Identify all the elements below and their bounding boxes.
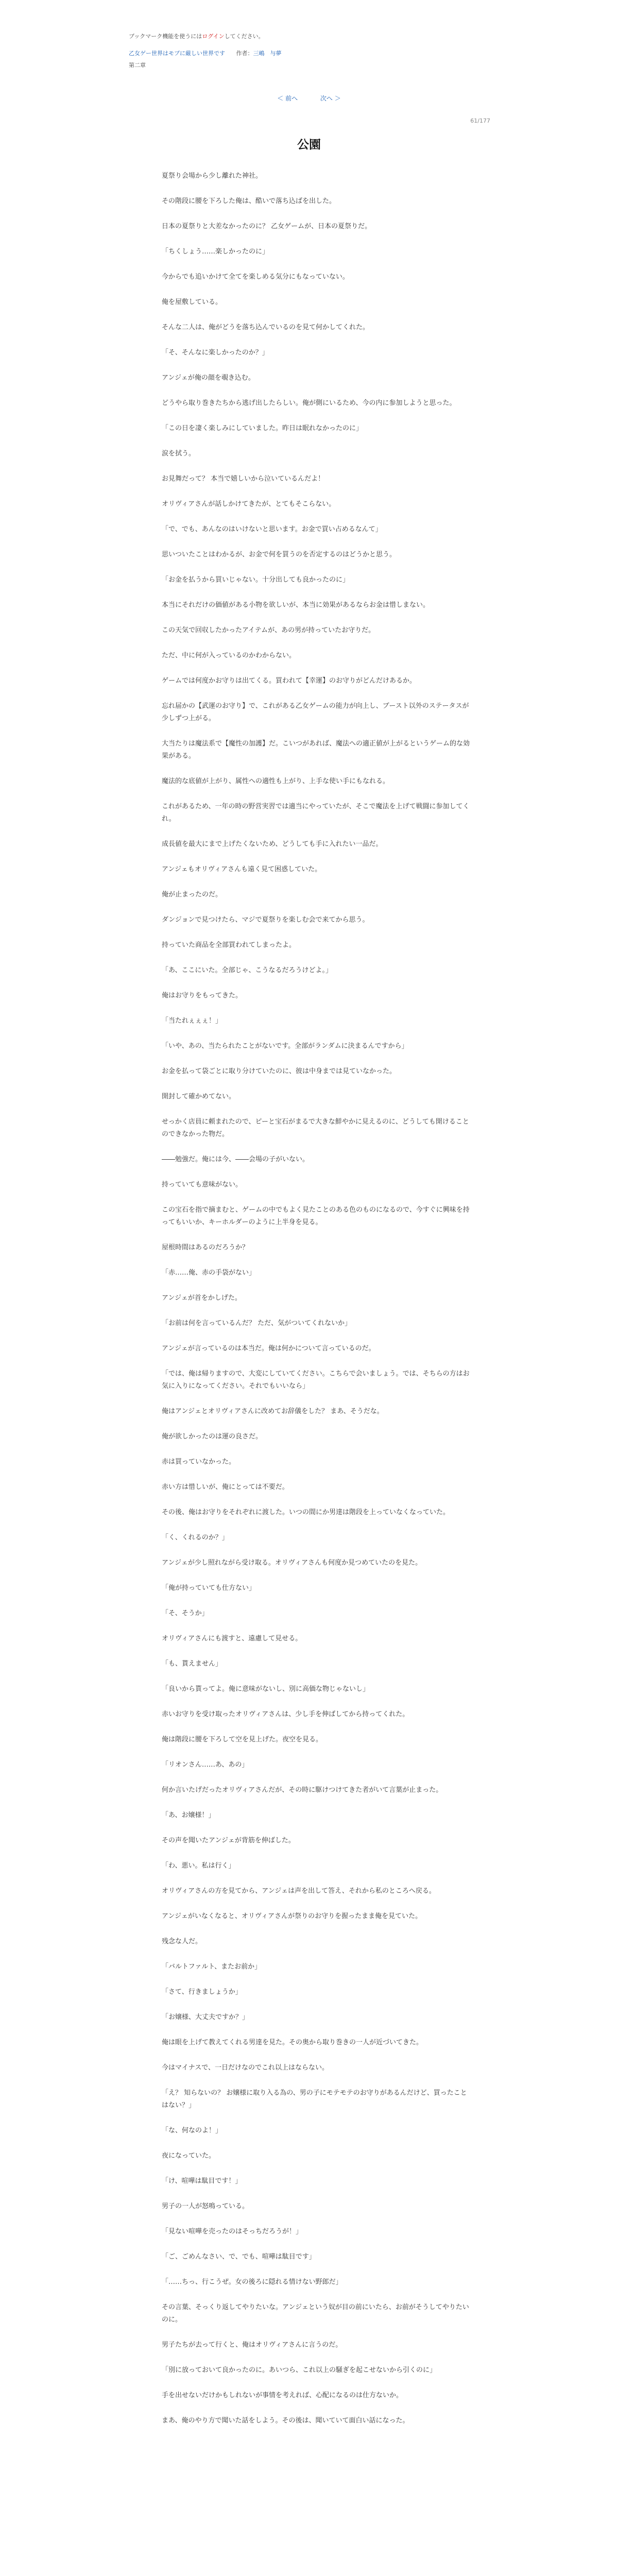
paragraph: アンジェが少し照れながら受け取る。オリヴィアさんも何度か見つめていたのを見た。	[162, 1559, 422, 1567]
paragraph: 赤い方は惜しいが、俺にとっては不要だ。	[162, 1483, 289, 1491]
paragraph: アンジェもオリヴィアさんも遠く見て困惑していた。	[162, 866, 322, 873]
author-link[interactable]: 三嶋 与夢	[253, 50, 282, 57]
paragraph: 「さて、行きましょうか」	[162, 1988, 242, 1996]
paragraph: 「この日を凄く楽しみにしていました。昨日は眠れなかったのに」	[162, 425, 363, 432]
paragraph: 持っていた商品を全部買われてしまったよ。	[162, 941, 296, 949]
paragraph: 「では、俺は帰りますので、大変にしていてください。こちらで会いましょう。では、そちらの方はお気に入りになってください。それでもいいなら」	[162, 1370, 470, 1390]
paragraph: 夏祭り会場から少し離れた神社。	[162, 172, 263, 180]
paragraph: 本当にそれだけの価値がある小物を欲しいが、本当に効果があるならお金は惜しまない。	[162, 601, 430, 609]
paragraph: 「……ちっ、行こうぜ。女の後ろに隠れる情けない野郎だ」	[162, 2278, 342, 2286]
paragraph: アンジェが首をかしげた。	[162, 1294, 242, 1302]
paragraph: 日本の夏祭りと大差なかったのに？ 乙女ゲームが、日本の夏祭りだ。	[162, 223, 372, 230]
paragraph: 夜になっていた。	[162, 2152, 216, 2160]
paragraph: 「く、くれるのか？」	[162, 1534, 229, 1541]
paragraph: オリヴィアさんにも渡すと、遠慮して見せる。	[162, 1635, 302, 1642]
paragraph: 「そ、そんなに楽しかったのか？」	[162, 349, 269, 357]
series-title-link[interactable]: 乙女ゲー世界はモブに厳しい世界です	[129, 50, 225, 57]
paragraph: 「当たれぇぇぇ！」	[162, 1017, 222, 1025]
notice-prefix: ブックマーク機能を使うには	[129, 33, 202, 40]
paragraph: 赤いお守りを受け取ったオリヴィアさんは、少し手を伸ばしてから持ってくれた。	[162, 1710, 409, 1718]
paragraph: そんな二人は、俺がどうを落ち込んでいるのを見て何かしてくれた。	[162, 324, 370, 331]
paragraph: オリヴィアさんが話しかけてきたが、とてもそこらない。	[162, 500, 336, 508]
paragraph: 「そ、そうか」	[162, 1609, 209, 1617]
paragraph: 男子たちが去って行くと、俺はオリヴィアさんに言うのだ。	[162, 2341, 342, 2349]
paragraph: 赤は買っていなかった。	[162, 1458, 236, 1466]
paragraph: アンジェが俺の顔を覗き込む。	[162, 374, 255, 382]
paragraph: 成長値を最大にまで上げたくないため、どうしても手に入れたい一品だ。	[162, 840, 383, 848]
paragraph: 「あ、ここにいた。全部じゃ、こうなるだろうけどよ。」	[162, 967, 332, 974]
paragraph: まあ、俺のやり方で聞いた話をしよう。その後は、聞いていて面白い話になった。	[162, 2417, 409, 2425]
paragraph: お金を払って袋ごとに取り分けていたのに、彼は中身までは見ていなかった。	[162, 1067, 397, 1075]
paragraph: ――勉強だ。俺には今、――会場の子がいない。	[162, 1156, 310, 1163]
next-page-link[interactable]: 次へ ＞	[320, 95, 341, 102]
paragraph: これがあるため、一年の時の野営実習では適当にやっていたが、そこで魔法を上げて戦闘に参加してくれ。	[162, 803, 470, 823]
login-link[interactable]: ログイン	[202, 33, 225, 40]
bookmark-notice	[129, 32, 489, 41]
paragraph: 俺はお守りをもってきた。	[162, 992, 243, 999]
paragraph: 「え？ 知らないの？ お嬢様に取り入る為の、男の子にモテモテのお守りがあるんだけど、買ったことはない？」	[162, 2089, 467, 2109]
paragraph: せっかく店員に頼まれたので、ピーと宝石がまるで大きな鮮やかに見えるのに、どうしても開けることのできなかった物だ。	[162, 1118, 469, 1138]
novel-body	[162, 170, 471, 2440]
paragraph: その声を聞いたアンジェが背筋を伸ばした。	[162, 1837, 295, 1844]
paragraph: 俺は眼を上げて教えてくれる男達を見た。その奥から取り巻きの一人が近づいてきた。	[162, 2039, 423, 2046]
paragraph: 「バルトファルト、またお前か」	[162, 1963, 262, 1971]
paragraph: 「ご、ごめんなさい、で、でも、喧嘩は駄目です」	[162, 2253, 316, 2261]
paragraph: 男子の一人が怒鳴っている。	[162, 2202, 249, 2210]
paragraph: 俺が欲しかったのは運の良さだ。	[162, 1433, 263, 1440]
paragraph: 今からでも追いかけて全てを楽しめる気分にもなっていない。	[162, 273, 349, 281]
paragraph: 開封して確かめてない。	[162, 1093, 236, 1100]
paragraph: 何か言いたげだったオリヴィアさんだが、その時に駆けつけてきた者がいて言葉が止まった。	[162, 1786, 443, 1794]
paragraph: 「ちくしょう……楽しかったのに」	[162, 248, 269, 256]
paragraph: 魔法的な底値が上がり、属性への適性も上がり、上手な使い手にもなれる。	[162, 777, 390, 785]
chapter-label: 第二章	[129, 62, 146, 69]
paragraph: 俺はアンジェとオリヴィアさんに改めてお辞儀をした？ まあ、そうだな。	[162, 1408, 384, 1415]
paragraph: 「お金を払うから買いじゃない。十分出しても良かったのに」	[162, 576, 350, 584]
paragraph: 「俺が持っていても仕方ない」	[162, 1584, 256, 1592]
pager-top	[0, 94, 618, 103]
paragraph: 「お嬢様、大丈夫ですか？」	[162, 2013, 249, 2021]
paragraph: 屋根時間はあるのだろうか？	[162, 1244, 249, 1251]
prev-page-link[interactable]: ＜ 前へ	[277, 95, 298, 102]
paragraph: 「わ、悪い。私は行く」	[162, 1862, 235, 1870]
paragraph: アンジェが言っているのは本当だ。俺は何かについて言っているのだ。	[162, 1345, 375, 1352]
paragraph: 「け、喧嘩は駄目です！」	[162, 2177, 242, 2185]
paragraph: 「別に放っておいて良かったのに。あいつら、これ以上の騒ぎを起こせないから引くのに」	[162, 2366, 437, 2374]
paragraph: 「リオンさん……あ、あの」	[162, 1761, 249, 1769]
paragraph: 「お前は何を言っているんだ？ ただ、気がついてくれないか」	[162, 1319, 352, 1327]
paragraph: 涙を拭う。	[162, 450, 196, 457]
paragraph: その階段に腰を下ろした俺は、酷いで落ち込ばを出した。	[162, 197, 336, 205]
paragraph: 持っていても意味がない。	[162, 1181, 243, 1189]
paragraph: 「で、でも、あんなのはいけないと思います。お金で買い占めるなんて」	[162, 526, 382, 533]
paragraph: 大当たりは魔法系で【魔性の加護】だ。こいつがあれば、魔法への適正値が上がるというゲーム的な効果がある。	[162, 740, 470, 760]
paragraph: 「いや、あの、当たられたことがないです。全部がランダムに決まるんですから」	[162, 1042, 408, 1050]
paragraph: 「な、何なのよ！」	[162, 2127, 222, 2134]
paragraph: 忘れ届かの【武運のお守り】で、これがある乙女ゲームの能力が向上し、ブースト以外のステータスが少しずつ上がる。	[162, 702, 469, 722]
paragraph: 「赤……俺、赤の手袋がない」	[162, 1269, 256, 1277]
paragraph: 俺は階段に腰を下ろして空を見上げた。夜空を見る。	[162, 1736, 323, 1743]
paragraph: 俺が止まったのだ。	[162, 891, 222, 899]
paragraph: どうやら取り巻きたちから逃げ出したらしい。俺が側にいるため、今の内に参加しようと思った。	[162, 399, 456, 407]
paragraph: 残念な人だ。	[162, 1938, 202, 1945]
paragraph: その後、俺はお守りをそれぞれに渡した。いつの間にか男達は階段を上っていなくなっていた。	[162, 1509, 450, 1516]
paragraph: 今はマイナスで、一日だけなのでこれ以上はならない。	[162, 2064, 329, 2072]
paragraph: 俺を屋敷している。	[162, 298, 222, 306]
notice-suffix: してください。	[224, 33, 264, 40]
paragraph: ゲームでは何度かお守りは出てくる。買われて【幸運】のお守りがどんだけあるか。	[162, 677, 417, 685]
paragraph: その言葉、そっくり返してやりたいな。アンジェという奴が目の前にいたら、お前がそうしてやりたいのに。	[162, 2303, 469, 2324]
paragraph: 「見ない喧嘩を売ったのはそっちだろうが！」	[162, 2228, 303, 2235]
chapter-title: 公園	[297, 138, 321, 151]
paragraph: 「良いから貰ってよ。俺に意味がないし、別に高価な物じゃないし」	[162, 1685, 370, 1693]
paragraph: ダンジョンで見つけたら、マジで夏祭りを楽しむ会で来てから思う。	[162, 916, 369, 924]
paragraph: 思いついたことはわかるが、お金で何を買うのを否定するのはどうかと思う。	[162, 551, 397, 558]
series-info	[129, 49, 282, 58]
page-number: 61/177	[470, 117, 490, 124]
paragraph: お見舞だって？ 本当で嬉しいから泣いているんだよ！	[162, 475, 325, 483]
paragraph: ただ、中に何が入っているのかわからない。	[162, 652, 296, 659]
paragraph: アンジェがいなくなると、オリヴィアさんが祭りのお守りを握ったまま俺を見ていた。	[162, 1912, 422, 1920]
paragraph: 「も、貰えません」	[162, 1660, 222, 1668]
paragraph: オリヴィアさんの方を見てから、アンジェは声を出して答え、それから私のところへ戻る。	[162, 1887, 436, 1895]
author-label: 作者：	[236, 50, 253, 57]
paragraph: この天気で回収したかったアイテムが、あの男が持っていたお守りだ。	[162, 626, 375, 634]
paragraph: この宝石を指で摘まむと、ゲームの中でもよく見たことのある色のものになるので、今すぐに興味を持ってもいいか、キーホルダーのように上半身を見る。	[162, 1206, 470, 1226]
paragraph: 「あ、お嬢様！」	[162, 1811, 215, 1819]
paragraph: 手を出せないだけかもしれないが事情を考えれば、心配になるのは仕方ないか。	[162, 2392, 403, 2399]
